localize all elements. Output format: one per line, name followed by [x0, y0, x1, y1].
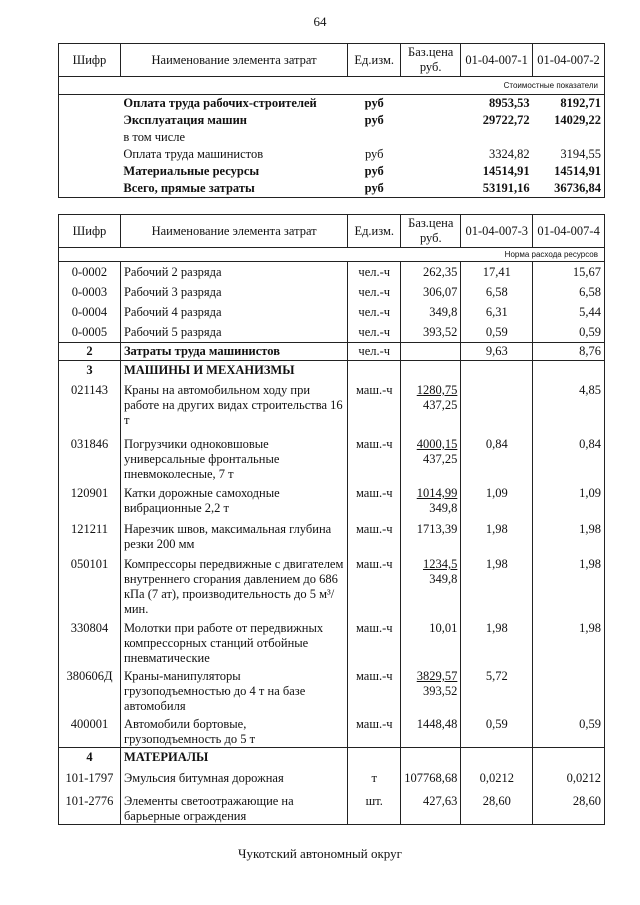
row-code: 4 [59, 748, 121, 769]
row-price [401, 95, 461, 113]
row-code: 120901 [59, 484, 121, 520]
price-total: 1234,5 [422, 557, 458, 571]
row-price [401, 180, 461, 198]
row-unit: руб [364, 164, 384, 178]
row-price [401, 112, 461, 129]
row-name: Эксплуатация машин [123, 113, 248, 127]
row-value-a: 5,72 [461, 667, 533, 715]
price-value: 437,25 [422, 452, 458, 466]
row-name: Автомобили бортовые, грузоподъемность до 5 т [120, 715, 347, 748]
row-name: Погрузчики одноковшовые универсальные фронтальные пневмоколесные, 7 т [120, 435, 347, 484]
row-code: 0-0005 [59, 322, 121, 343]
table-row [59, 163, 605, 180]
table-row [59, 95, 605, 113]
row-unit: чел.-ч [348, 282, 401, 302]
table-row [59, 768, 605, 791]
table-row [59, 343, 605, 361]
row-value-b: 1,98 [533, 520, 605, 555]
row-value-a: 1,98 [461, 520, 533, 555]
row-value-b: 14029,22 [533, 112, 605, 129]
table-row [59, 282, 605, 302]
row-price [401, 435, 461, 484]
price-value: 1713,39 [416, 522, 458, 536]
row-price [401, 748, 461, 769]
table-row [59, 262, 605, 283]
price-total: 1280,75 [416, 383, 458, 397]
row-value-a [461, 381, 533, 435]
header-col-a: 01-04-007-1 [461, 44, 533, 77]
row-value-b: 8192,71 [533, 95, 605, 113]
row-value-b: 0,59 [533, 715, 605, 748]
row-value-b: 1,09 [533, 484, 605, 520]
row-unit: маш.-ч [348, 484, 401, 520]
row-value-a: 6,31 [461, 302, 533, 322]
row-price [401, 555, 461, 619]
price-value: 437,25 [422, 398, 458, 412]
price-value: 393,52 [422, 325, 458, 339]
table-row [59, 748, 605, 769]
row-value-b: 1,98 [533, 619, 605, 667]
row-unit [348, 361, 401, 382]
row-unit [348, 748, 401, 769]
table-row [59, 619, 605, 667]
row-value-b: 3194,55 [533, 146, 605, 163]
row-value-b: 14514,91 [533, 163, 605, 180]
row-value-a: 53191,16 [461, 180, 533, 198]
row-price [401, 282, 461, 302]
row-code [59, 180, 121, 198]
row-price [401, 322, 461, 343]
row-value-a: 0,84 [461, 435, 533, 484]
row-name: Нарезчик швов, максимальная глубина резки 200 мм [120, 520, 347, 555]
header-unit: Ед.изм. [348, 215, 401, 248]
row-value-a: 29722,72 [482, 113, 530, 127]
resource-norms-table [58, 214, 605, 825]
row-value-b: 1,98 [533, 555, 605, 619]
table-row [59, 667, 605, 715]
row-name: в том числе [123, 130, 186, 144]
row-unit: руб [364, 113, 384, 127]
price-value: 1448,48 [416, 717, 458, 731]
price-value: 306,07 [422, 285, 458, 299]
row-name: Элементы светоотражающие на барьерные ограждения [120, 791, 347, 825]
row-value-a: 1,98 [461, 555, 533, 619]
row-unit: маш.-ч [348, 381, 401, 435]
row-price [401, 262, 461, 283]
header-name: Наименование элемента затрат [120, 215, 347, 248]
row-value-b [533, 129, 605, 146]
row-code [59, 129, 121, 146]
price-total: 1014,99 [416, 486, 458, 500]
row-value-b: 0,84 [533, 435, 605, 484]
row-code: 380606Д [59, 667, 121, 715]
row-price [401, 163, 461, 180]
row-name: Оплата труда рабочих-строителей [123, 96, 317, 110]
row-name: Всего, прямые затраты [120, 180, 347, 198]
row-unit: т [348, 768, 401, 791]
row-unit: маш.-ч [348, 520, 401, 555]
row-value-a: 0,59 [461, 322, 533, 343]
header-code: Шифр [59, 44, 121, 77]
row-value-b: 0,0212 [533, 768, 605, 791]
price-total: 3829,57 [416, 669, 458, 683]
header-base-price: Баз.цена руб. [401, 44, 461, 77]
price-value: 349,8 [429, 305, 458, 319]
table-row [59, 381, 605, 435]
row-code: 021143 [59, 381, 121, 435]
row-name: Оплата труда машинистов [123, 147, 264, 161]
row-code: 050101 [59, 555, 121, 619]
price-value: 393,52 [422, 684, 458, 698]
row-code: 101-2776 [59, 791, 121, 825]
row-value-b: 4,85 [533, 381, 605, 435]
table-row [59, 129, 605, 146]
row-name: Материальные ресурсы [123, 164, 260, 178]
row-price [401, 343, 461, 361]
row-value-b [533, 748, 605, 769]
row-name: Компрессоры передвижные с двигателем внутреннего сгорания давлением до 686 кПа (7 ат), производительность до 5 м³/мин. [120, 555, 347, 619]
row-value-a: 14514,91 [482, 164, 530, 178]
row-name: Рабочий 4 разряда [120, 302, 347, 322]
row-unit: чел.-ч [348, 343, 401, 361]
table-subheader: Стоимостные показатели [59, 77, 605, 95]
row-code: 121211 [59, 520, 121, 555]
row-code: 0-0004 [59, 302, 121, 322]
table-row [59, 112, 605, 129]
row-value-a [461, 129, 533, 146]
table-subheader: Норма расхода ресурсов [59, 248, 605, 262]
row-name: Молотки при работе от передвижных компрессорных станций отбойные пневматические [120, 619, 347, 667]
price-value: 10,01 [429, 621, 458, 635]
row-name: Краны на автомобильном ходу при работе на других видах строительства 16 т [120, 381, 347, 435]
row-price [401, 484, 461, 520]
row-value-b: 6,58 [533, 282, 605, 302]
row-code: 3 [59, 361, 121, 382]
row-unit: руб [364, 147, 384, 161]
row-value-a: 8953,53 [488, 96, 530, 110]
table-row [59, 555, 605, 619]
page-number: 64 [313, 14, 327, 29]
row-code: 0-0003 [59, 282, 121, 302]
row-unit: руб [348, 180, 401, 198]
row-value-b [533, 361, 605, 382]
header-col-a: 01-04-007-3 [461, 215, 533, 248]
row-value-a: 9,63 [461, 343, 533, 361]
header-col-b: 01-04-007-2 [533, 44, 605, 77]
header-code: Шифр [59, 215, 121, 248]
header-name: Наименование элемента затрат [120, 44, 347, 77]
table-row [59, 435, 605, 484]
row-name: Рабочий 2 разряда [120, 262, 347, 283]
row-unit [348, 129, 401, 146]
row-value-a: 0,0212 [461, 768, 533, 791]
row-unit: маш.-ч [348, 435, 401, 484]
row-unit: маш.-ч [348, 715, 401, 748]
row-price [401, 381, 461, 435]
table-row [59, 180, 605, 198]
row-name: МАТЕРИАЛЫ [120, 748, 347, 769]
table-row [59, 791, 605, 825]
row-unit: чел.-ч [348, 322, 401, 343]
row-unit: чел.-ч [348, 262, 401, 283]
price-value: 107768,68 [404, 771, 458, 785]
row-value-a: 3324,82 [488, 147, 530, 161]
row-unit: маш.-ч [348, 619, 401, 667]
table-row [59, 715, 605, 748]
row-value-a: 0,59 [461, 715, 533, 748]
table-row [59, 146, 605, 163]
row-price [401, 667, 461, 715]
row-value-b: 8,76 [533, 343, 605, 361]
row-price [401, 768, 461, 791]
row-value-a: 1,98 [461, 619, 533, 667]
row-unit: чел.-ч [348, 302, 401, 322]
row-unit: маш.-ч [348, 667, 401, 715]
row-price [401, 619, 461, 667]
row-price [401, 520, 461, 555]
row-code [59, 112, 121, 129]
row-code [59, 95, 121, 113]
row-code [59, 163, 121, 180]
table-row [59, 361, 605, 382]
row-name: Рабочий 3 разряда [120, 282, 347, 302]
cost-summary-table [58, 43, 605, 198]
row-name: Катки дорожные самоходные вибрационные 2,2 т [120, 484, 347, 520]
row-code: 400001 [59, 715, 121, 748]
row-value-b: 0,59 [533, 322, 605, 343]
row-price [401, 715, 461, 748]
row-price [401, 129, 461, 146]
row-code: 330804 [59, 619, 121, 667]
table-row [59, 322, 605, 343]
row-name: МАШИНЫ И МЕХАНИЗМЫ [120, 361, 347, 382]
price-total: 4000,15 [416, 437, 458, 451]
row-unit: руб [364, 96, 384, 110]
row-price [401, 361, 461, 382]
row-code: 101-1797 [59, 768, 121, 791]
row-value-b: 5,44 [533, 302, 605, 322]
row-price [401, 146, 461, 163]
price-value: 349,8 [429, 572, 458, 586]
row-value-b: 28,60 [533, 791, 605, 825]
row-value-a [461, 361, 533, 382]
price-value: 262,35 [422, 265, 458, 279]
table-row [59, 484, 605, 520]
row-code: 0-0002 [59, 262, 121, 283]
row-unit: маш.-ч [348, 555, 401, 619]
row-name: Рабочий 5 разряда [120, 322, 347, 343]
row-value-b: 15,67 [533, 262, 605, 283]
price-value: 349,8 [429, 501, 458, 515]
row-code: 031846 [59, 435, 121, 484]
price-value: 427,63 [422, 794, 458, 808]
table-row [59, 302, 605, 322]
footer-region: Чукотский автономный округ [238, 846, 402, 861]
row-value-a: 17,41 [461, 262, 533, 283]
row-name: Краны-манипуляторы грузоподъемностью до 4 т на базе автомобиля [120, 667, 347, 715]
row-value-b: 36736,84 [533, 180, 605, 198]
row-value-a: 28,60 [461, 791, 533, 825]
row-code: 2 [59, 343, 121, 361]
row-price [401, 791, 461, 825]
row-value-b [533, 667, 605, 715]
row-name: Эмульсия битумная дорожная [120, 768, 347, 791]
row-price [401, 302, 461, 322]
header-col-b: 01-04-007-4 [533, 215, 605, 248]
row-code [59, 146, 121, 163]
row-value-a: 1,09 [461, 484, 533, 520]
row-value-a [461, 748, 533, 769]
row-name: Затраты труда машинистов [120, 343, 347, 361]
header-base-price: Баз.цена руб. [401, 215, 461, 248]
row-value-a: 6,58 [461, 282, 533, 302]
header-unit: Ед.изм. [348, 44, 401, 77]
table-row [59, 520, 605, 555]
row-unit: шт. [348, 791, 401, 825]
